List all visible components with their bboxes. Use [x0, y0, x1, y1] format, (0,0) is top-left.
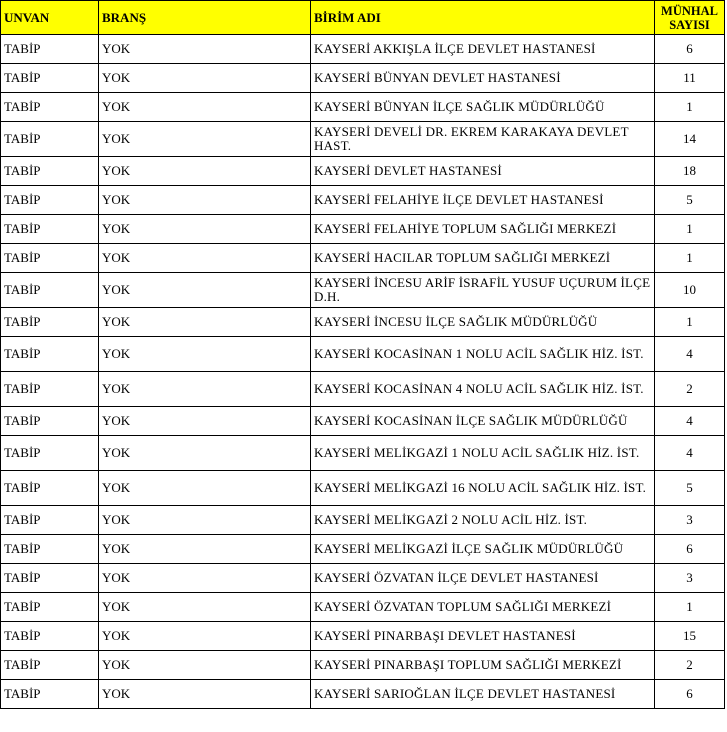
table-row — [1, 535, 725, 564]
cell-birim: KAYSERİ AKKIŞLA İLÇE DEVLET HASTANESİ — [311, 35, 655, 64]
cell-unvan: TABİP — [1, 535, 99, 564]
cell-birim: KAYSERİ MELİKGAZİ 1 NOLU ACİL SAĞLIK HİZ. İST. — [311, 436, 655, 471]
cell-sayi: 1 — [655, 93, 725, 122]
cell-brans: YOK — [99, 93, 311, 122]
cell-brans: YOK — [99, 506, 311, 535]
cell-birim: KAYSERİ KOCASİNAN İLÇE SAĞLIK MÜDÜRLÜĞÜ — [311, 407, 655, 436]
table-row — [1, 593, 725, 622]
cell-birim: KAYSERİ BÜNYAN İLÇE SAĞLIK MÜDÜRLÜĞÜ — [311, 93, 655, 122]
cell-birim: KAYSERİ MELİKGAZİ 16 NOLU ACİL SAĞLIK HİZ. İST. — [311, 471, 655, 506]
cell-brans: YOK — [99, 64, 311, 93]
table-row — [1, 122, 725, 157]
cell-brans: YOK — [99, 471, 311, 506]
cell-sayi: 1 — [655, 215, 725, 244]
cell-brans: YOK — [99, 680, 311, 709]
cell-brans: YOK — [99, 244, 311, 273]
cell-sayi: 1 — [655, 308, 725, 337]
table-row — [1, 186, 725, 215]
cell-unvan: TABİP — [1, 186, 99, 215]
table-row — [1, 35, 725, 64]
cell-sayi: 2 — [655, 372, 725, 407]
cell-unvan: TABİP — [1, 471, 99, 506]
cell-birim: KAYSERİ SARIOĞLAN İLÇE DEVLET HASTANESİ — [311, 680, 655, 709]
table-row — [1, 407, 725, 436]
cell-sayi: 10 — [655, 273, 725, 308]
cell-sayi: 1 — [655, 593, 725, 622]
cell-birim: KAYSERİ HACILAR TOPLUM SAĞLIĞI MERKEZİ — [311, 244, 655, 273]
cell-unvan: TABİP — [1, 506, 99, 535]
cell-sayi: 6 — [655, 535, 725, 564]
cell-birim: KAYSERİ KOCASİNAN 1 NOLU ACİL SAĞLIK HİZ. İST. — [311, 337, 655, 372]
table-body — [1, 35, 725, 709]
cell-unvan: TABİP — [1, 93, 99, 122]
cell-brans: YOK — [99, 122, 311, 157]
cell-brans: YOK — [99, 593, 311, 622]
cell-birim: KAYSERİ İNCESU İLÇE SAĞLIK MÜDÜRLÜĞÜ — [311, 308, 655, 337]
cell-birim: KAYSERİ DEVELİ DR. EKREM KARAKAYA DEVLET HAST. — [311, 122, 655, 157]
table-row — [1, 308, 725, 337]
cell-unvan: TABİP — [1, 407, 99, 436]
cell-sayi: 15 — [655, 622, 725, 651]
cell-unvan: TABİP — [1, 273, 99, 308]
cell-birim: KAYSERİ PINARBAŞI DEVLET HASTANESİ — [311, 622, 655, 651]
table-row — [1, 215, 725, 244]
table-row — [1, 244, 725, 273]
cell-sayi: 6 — [655, 680, 725, 709]
cell-unvan: TABİP — [1, 35, 99, 64]
header-unvan: UNVAN — [1, 1, 99, 35]
table-row — [1, 372, 725, 407]
cell-birim: KAYSERİ ÖZVATAN TOPLUM SAĞLIĞI MERKEZİ — [311, 593, 655, 622]
table-row — [1, 471, 725, 506]
cell-sayi: 4 — [655, 337, 725, 372]
table-row — [1, 506, 725, 535]
cell-brans: YOK — [99, 157, 311, 186]
cell-sayi: 3 — [655, 506, 725, 535]
cell-unvan: TABİP — [1, 337, 99, 372]
table-row — [1, 651, 725, 680]
cell-unvan: TABİP — [1, 436, 99, 471]
cell-birim: KAYSERİ FELAHİYE İLÇE DEVLET HASTANESİ — [311, 186, 655, 215]
cell-sayi: 5 — [655, 471, 725, 506]
cell-birim: KAYSERİ ÖZVATAN İLÇE DEVLET HASTANESİ — [311, 564, 655, 593]
cell-unvan: TABİP — [1, 593, 99, 622]
header-birim: BİRİM ADI — [311, 1, 655, 35]
cell-unvan: TABİP — [1, 64, 99, 93]
cell-unvan: TABİP — [1, 372, 99, 407]
cell-birim: KAYSERİ BÜNYAN DEVLET HASTANESİ — [311, 64, 655, 93]
cell-brans: YOK — [99, 407, 311, 436]
cell-sayi: 1 — [655, 244, 725, 273]
cell-brans: YOK — [99, 651, 311, 680]
table-row — [1, 157, 725, 186]
table-header — [1, 1, 725, 35]
cell-unvan: TABİP — [1, 157, 99, 186]
cell-unvan: TABİP — [1, 122, 99, 157]
cell-sayi: 4 — [655, 436, 725, 471]
cell-sayi: 2 — [655, 651, 725, 680]
cell-sayi: 18 — [655, 157, 725, 186]
cell-brans: YOK — [99, 535, 311, 564]
table-row — [1, 564, 725, 593]
cell-unvan: TABİP — [1, 651, 99, 680]
cell-birim: KAYSERİ FELAHİYE TOPLUM SAĞLIĞI MERKEZİ — [311, 215, 655, 244]
cell-birim: KAYSERİ KOCASİNAN 4 NOLU ACİL SAĞLIK HİZ. İST. — [311, 372, 655, 407]
table-row — [1, 622, 725, 651]
cell-birim: KAYSERİ MELİKGAZİ İLÇE SAĞLIK MÜDÜRLÜĞÜ — [311, 535, 655, 564]
header-munhal-line2: SAYISI — [669, 17, 710, 32]
cell-brans: YOK — [99, 372, 311, 407]
cell-sayi: 6 — [655, 35, 725, 64]
cell-unvan: TABİP — [1, 244, 99, 273]
cell-unvan: TABİP — [1, 308, 99, 337]
cell-brans: YOK — [99, 186, 311, 215]
cell-birim: KAYSERİ DEVLET HASTANESİ — [311, 157, 655, 186]
cell-brans: YOK — [99, 436, 311, 471]
cell-brans: YOK — [99, 215, 311, 244]
header-munhal — [655, 1, 725, 35]
cell-brans: YOK — [99, 308, 311, 337]
cell-brans: YOK — [99, 35, 311, 64]
cell-sayi: 4 — [655, 407, 725, 436]
table-row — [1, 64, 725, 93]
cell-brans: YOK — [99, 622, 311, 651]
cell-birim: KAYSERİ PINARBAŞI TOPLUM SAĞLIĞI MERKEZİ — [311, 651, 655, 680]
cell-sayi: 5 — [655, 186, 725, 215]
cell-unvan: TABİP — [1, 680, 99, 709]
cell-sayi: 11 — [655, 64, 725, 93]
table-row — [1, 93, 725, 122]
cell-unvan: TABİP — [1, 215, 99, 244]
cell-brans: YOK — [99, 564, 311, 593]
cell-birim: KAYSERİ MELİKGAZİ 2 NOLU ACİL HİZ. İST. — [311, 506, 655, 535]
cell-brans: YOK — [99, 273, 311, 308]
table-row — [1, 436, 725, 471]
cell-birim: KAYSERİ İNCESU ARİF İSRAFİL YUSUF UÇURUM İLÇE D.H. — [311, 273, 655, 308]
header-brans: BRANŞ — [99, 1, 311, 35]
header-munhal-line1: MÜNHAL — [661, 3, 718, 18]
header-row — [1, 1, 725, 35]
cell-brans: YOK — [99, 337, 311, 372]
cell-unvan: TABİP — [1, 564, 99, 593]
cell-sayi: 3 — [655, 564, 725, 593]
table-row — [1, 337, 725, 372]
cell-unvan: TABİP — [1, 622, 99, 651]
table-row — [1, 273, 725, 308]
table-row — [1, 680, 725, 709]
cell-sayi: 14 — [655, 122, 725, 157]
